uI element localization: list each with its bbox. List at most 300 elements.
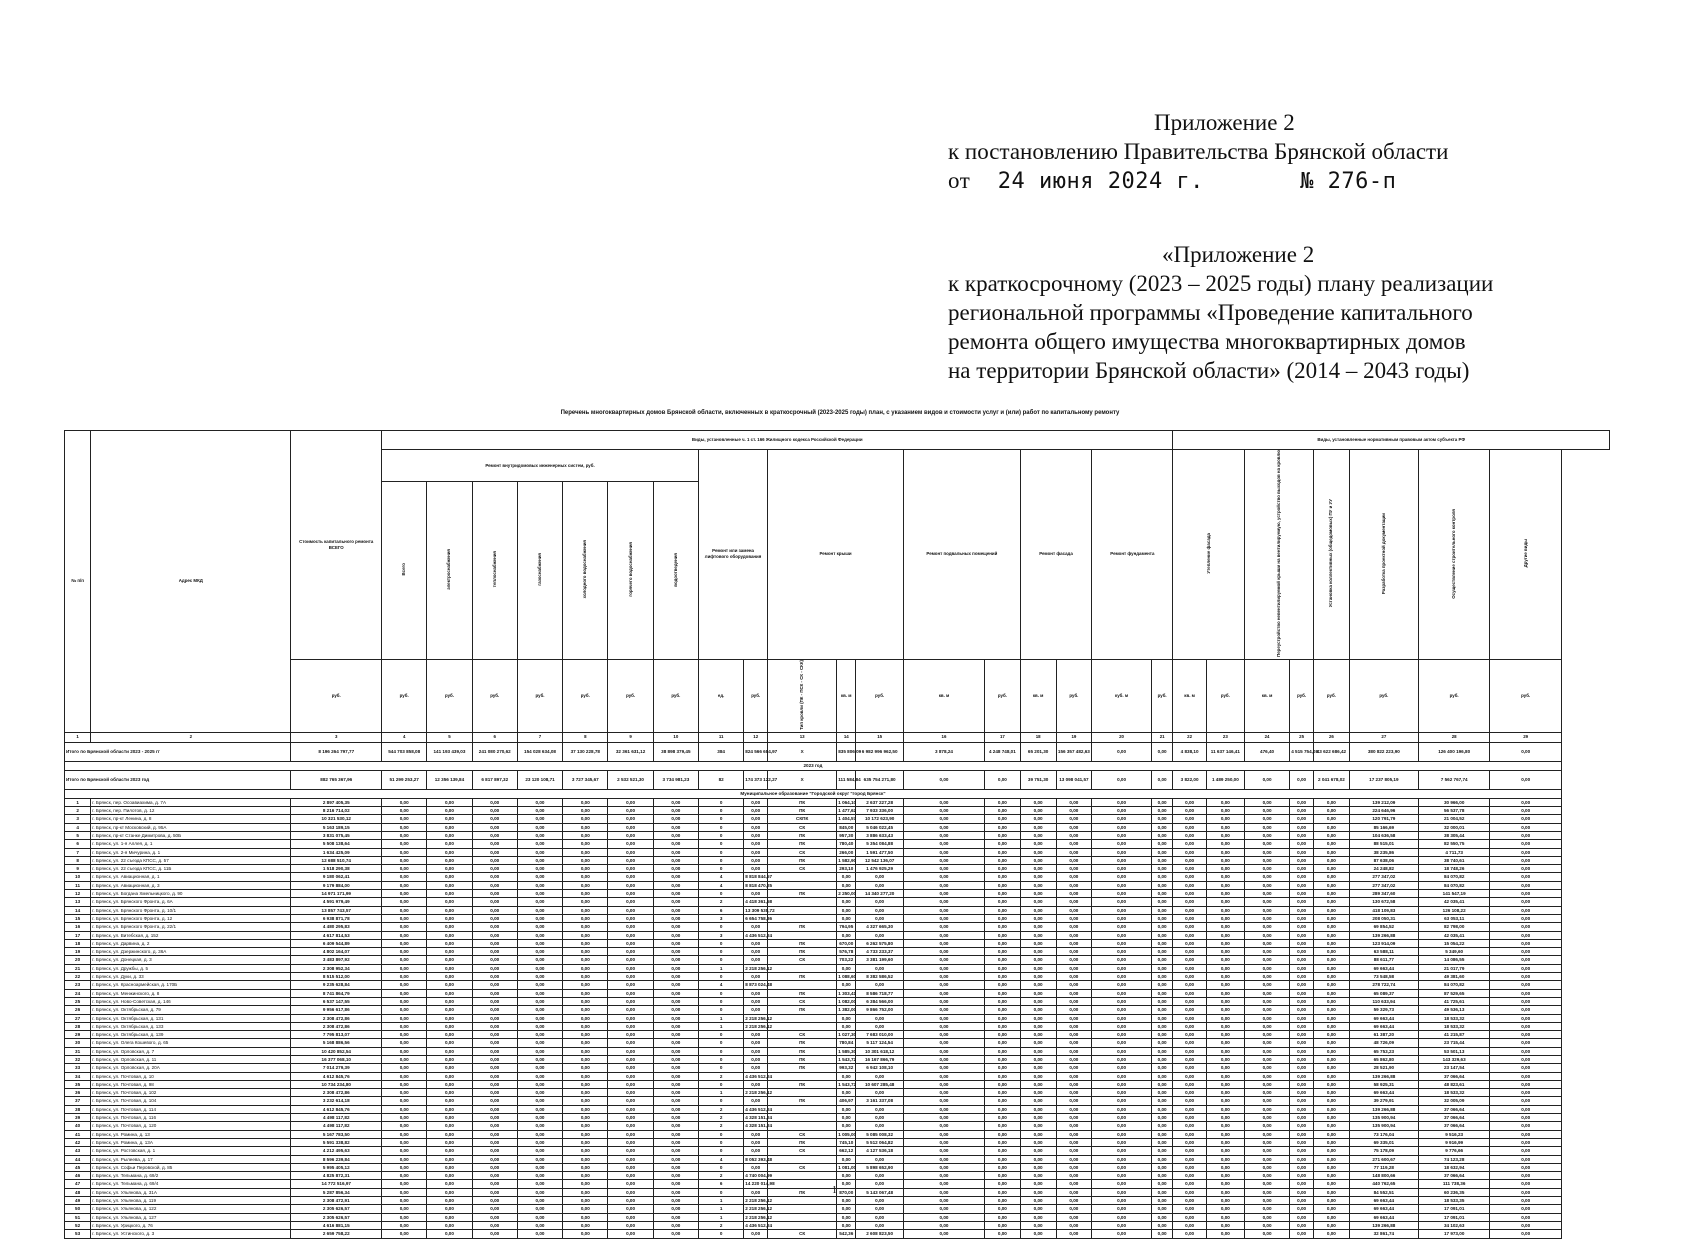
row-engineering-cost: 0,00: [517, 1055, 562, 1063]
row-engineering-cost: 0,00: [517, 1130, 562, 1138]
total-value: 635 754 271,80: [856, 770, 904, 789]
row-engineering-cost: 0,00: [608, 898, 653, 906]
row-engineering-cost: 0,00: [608, 865, 653, 873]
row-zero-value: 0,00: [1244, 1180, 1289, 1188]
row-engineering-cost: 0,00: [653, 1089, 698, 1097]
row-supervision: 37 066,64: [1418, 1114, 1490, 1122]
total-value: 824 566 684,97: [744, 742, 768, 761]
row-engineering-cost: 0,00: [608, 964, 653, 972]
row-number: 36: [65, 1089, 91, 1097]
row-zero-value: 0,00: [1290, 923, 1314, 931]
row-number: 42: [65, 1138, 91, 1146]
row-elevator-cost: 0,00: [744, 815, 768, 823]
row-engineering-cost: 0,00: [517, 989, 562, 997]
row-roof-type: [768, 1205, 837, 1213]
row-elevator-cost: 0,00: [744, 807, 768, 815]
row-zero-value: 0,00: [985, 1130, 1021, 1138]
row-zero-value: 0,00: [1092, 1188, 1152, 1196]
row-engineering-cost: 0,00: [653, 890, 698, 898]
facade-cost-unit: руб.: [1056, 659, 1092, 732]
row-elevator-count: 0: [699, 1064, 744, 1072]
row-roof-area: 1 027,30: [838, 1032, 857, 1038]
row-engineering-cost: 0,00: [517, 1122, 562, 1130]
row-roof-cost: 5 354 084,88: [856, 840, 904, 848]
row-engineering-cost: 0,00: [653, 831, 698, 839]
column-number: 23: [1206, 732, 1244, 742]
row-supervision: 9 776,66: [1418, 1147, 1490, 1155]
row-engineering-cost: 0,00: [563, 1205, 608, 1213]
row-zero-value: 0,00: [1056, 997, 1092, 1005]
row-zero-value: 0,00: [1092, 914, 1152, 922]
row-design-docs: 208 050,31: [1349, 914, 1418, 922]
row-elevator-cost: 0,00: [744, 1147, 768, 1155]
row-roof-type: ПК: [768, 1188, 837, 1196]
table-header: [65, 431, 1610, 743]
table-row: [65, 1031, 1610, 1039]
row-engineering-cost: 0,00: [427, 865, 472, 873]
row-supervision: 42 035,41: [1418, 898, 1490, 906]
row-number: 27: [65, 1014, 91, 1022]
row-zero-value: 0,00: [1290, 1163, 1314, 1171]
row-zero-value: 0,00: [1244, 1097, 1289, 1105]
col-num-header: № п/п: [65, 431, 91, 733]
row-roof-type: ПК: [768, 1097, 837, 1105]
column-number: 10: [653, 732, 698, 742]
row-zero-value: 0,00: [1151, 1147, 1173, 1155]
row-roof-type: СКПК: [768, 815, 837, 823]
row-zero-value: 0,00: [1020, 1114, 1056, 1122]
row-roof-type: [768, 1105, 837, 1113]
row-address: г. Брянск, ул. Ново-Советская, д. 146: [91, 997, 291, 1005]
row-design-docs: 88 611,77: [1349, 956, 1418, 964]
row-engineering-cost: 0,00: [472, 981, 517, 989]
row-zero-value: 0,00: [903, 881, 984, 889]
row-total-cost: 12 688 510,74: [291, 856, 382, 864]
row-zero-value: 0,00: [1092, 1221, 1152, 1229]
row-zero-value: 0,00: [1151, 997, 1173, 1005]
row-zero-value: 0,00: [1206, 1089, 1244, 1097]
row-zero-value: 0,00: [1244, 1230, 1289, 1238]
row-elevator-cost: 6 654 758,36: [745, 915, 773, 921]
other-unit: руб.: [1490, 659, 1562, 732]
row-engineering-cost: 0,00: [608, 1180, 653, 1188]
row-zero-value: 0,00: [1314, 973, 1350, 981]
row-zero-value: 0,00: [903, 1047, 984, 1055]
row-engineering-cost: 0,00: [382, 1097, 427, 1105]
row-engineering-cost: 0,00: [472, 1064, 517, 1072]
row-zero-value: 0,00: [1206, 1147, 1244, 1155]
row-roof-type: ПК: [768, 948, 837, 956]
row-zero-value: 0,00: [1056, 1213, 1092, 1221]
row-total-cost: 9 180 062,41: [291, 873, 382, 881]
column-number: 21: [1151, 732, 1173, 742]
row-engineering-cost: 0,00: [382, 1031, 427, 1039]
row-zero-value: 0,00: [1244, 1197, 1289, 1205]
row-zero-value: 0,00: [1151, 1014, 1173, 1022]
row-number: 7: [65, 848, 91, 856]
row-total-cost: 3 232 614,18: [291, 1097, 382, 1105]
row-total-cost: 2 305 626,57: [291, 1205, 382, 1213]
row-engineering-cost: 0,00: [427, 973, 472, 981]
row-other: 0,00: [1490, 956, 1562, 964]
row-roof-area: 0,00: [837, 1022, 856, 1030]
row-zero-value: 0,00: [1290, 1080, 1314, 1088]
row-engineering-cost: 0,00: [382, 1039, 427, 1047]
row-roof-cost: 5 085 008,32: [856, 1130, 904, 1138]
row-other: 0,00: [1490, 1205, 1562, 1213]
table-row: [65, 823, 1610, 831]
row-zero-value: 0,00: [1151, 840, 1173, 848]
row-roof-cost: 0,00: [856, 931, 904, 939]
row-number: 33: [65, 1064, 91, 1072]
row-roof-type: [768, 1155, 837, 1163]
row-engineering-cost: 0,00: [563, 831, 608, 839]
row-engineering-cost: 0,00: [382, 881, 427, 889]
row-zero-value: 0,00: [1151, 865, 1173, 873]
row-zero-value: 0,00: [1314, 1197, 1350, 1205]
row-zero-value: 0,00: [1206, 1197, 1244, 1205]
row-number: 23: [65, 981, 91, 989]
row-total-cost: 3 483 897,92: [291, 956, 382, 964]
row-engineering-cost: 0,00: [563, 1080, 608, 1088]
row-number: 51: [65, 1213, 91, 1221]
row-supervision: 9 916,99: [1418, 1138, 1490, 1146]
row-zero-value: 0,00: [1173, 981, 1206, 989]
total-value: 39 751,30: [1020, 770, 1056, 789]
table-row: [65, 1006, 1610, 1014]
row-zero-value: 0,00: [1020, 989, 1056, 997]
table-row: [65, 898, 1610, 906]
row-roof-area: 0,00: [837, 1105, 856, 1113]
row-zero-value: 0,00: [1092, 1097, 1152, 1105]
row-zero-value: 0,00: [903, 865, 984, 873]
column-number: 13: [768, 732, 837, 742]
row-engineering-cost: 0,00: [517, 856, 562, 864]
table-row: [65, 890, 1610, 898]
row-number: 15: [65, 914, 91, 922]
row-zero-value: 0,00: [985, 1155, 1021, 1163]
row-zero-value: 0,00: [1290, 898, 1314, 906]
row-roof-area: 0,00: [837, 1122, 856, 1130]
row-zero-value: 0,00: [1290, 1188, 1314, 1196]
row-elevator-count: 0: [699, 1055, 744, 1063]
row-zero-value: 0,00: [1151, 939, 1173, 947]
row-zero-value: 0,00: [985, 1205, 1021, 1213]
row-elevator-cost: 8 818 470,25: [745, 882, 773, 888]
row-zero-value: 0,00: [985, 865, 1021, 873]
row-design-docs: 135 900,94: [1349, 1122, 1418, 1130]
row-roof-area: 993,32: [837, 1064, 856, 1072]
row-address: г. Брянск, ул. Устинского, д. 3: [91, 1230, 291, 1238]
row-number: 9: [65, 865, 91, 873]
row-roof-cost: 10 607 285,48: [856, 1080, 904, 1088]
row-elevator-cost: 4 436 512,24: [745, 1222, 773, 1228]
row-roof-type: ПК: [768, 831, 837, 839]
row-roof-area: 0,00: [837, 1089, 856, 1097]
supervision-unit: руб.: [1418, 659, 1490, 732]
row-zero-value: 0,00: [1020, 906, 1056, 914]
row-zero-value: 0,00: [1020, 956, 1056, 964]
row-roof-type: [768, 1122, 837, 1130]
row-zero-value: 0,00: [985, 1114, 1021, 1122]
row-elevator-count: 1: [699, 1205, 744, 1213]
row-roof-cost: 0,00: [856, 914, 904, 922]
row-design-docs: 139 266,88: [1349, 1221, 1418, 1229]
row-zero-value: 0,00: [1151, 1022, 1173, 1030]
row-engineering-cost: 0,00: [517, 1114, 562, 1122]
row-zero-value: 0,00: [903, 1155, 984, 1163]
row-engineering-cost: 0,00: [427, 1163, 472, 1171]
table-row: [65, 1064, 1610, 1072]
row-elevator-cost: 0,00: [744, 1006, 768, 1014]
row-zero-value: 0,00: [1056, 1022, 1092, 1030]
row-zero-value: 0,00: [1173, 1080, 1206, 1088]
total-value: 0,00: [1092, 742, 1152, 761]
row-zero-value: 0,00: [1244, 1055, 1289, 1063]
row-engineering-cost: 0,00: [382, 1213, 427, 1221]
row-engineering-cost: 0,00: [517, 1197, 562, 1205]
row-supervision: 126 108,22: [1418, 906, 1490, 914]
row-elevator-count: 0: [699, 831, 744, 839]
row-zero-value: 0,00: [985, 1163, 1021, 1171]
row-engineering-cost: 0,00: [382, 1122, 427, 1130]
row-zero-value: 0,00: [1290, 1130, 1314, 1138]
row-address: г. Брянск, ул. Брянского Фронта, д. 12: [91, 914, 291, 922]
row-elevator-count: 0: [699, 840, 744, 848]
redesign-header: [1244, 450, 1313, 660]
row-roof-type: ПК: [768, 1138, 837, 1146]
row-zero-value: 0,00: [1314, 923, 1350, 931]
row-roof-cost: 6 942 108,10: [856, 1064, 904, 1072]
row-address: г. Брянск, пр-кт Станке Димитрова, д. 50Б: [91, 831, 291, 839]
row-engineering-cost: 0,00: [517, 1163, 562, 1171]
row-zero-value: 0,00: [1244, 1039, 1289, 1047]
row-engineering-cost: 0,00: [653, 1097, 698, 1105]
warming-header-text: Утепление фасада: [1205, 533, 1211, 574]
spacer: [948, 196, 1668, 240]
row-engineering-cost: 0,00: [382, 973, 427, 981]
row-engineering-cost: 0,00: [517, 1147, 562, 1155]
row-zero-value: 0,00: [985, 989, 1021, 997]
redesign-area-unit: кв. м: [1244, 659, 1289, 732]
row-zero-value: 0,00: [1056, 1163, 1092, 1171]
row-engineering-cost: 0,00: [382, 823, 427, 831]
row-engineering-cost: 0,00: [382, 1230, 427, 1238]
row-roof-type: [768, 914, 837, 922]
row-zero-value: 0,00: [1020, 939, 1056, 947]
row-roof-area: 1 081,00: [838, 1164, 857, 1170]
table-row: [65, 1039, 1610, 1047]
row-zero-value: 0,00: [1173, 1213, 1206, 1221]
row-zero-value: 0,00: [1244, 997, 1289, 1005]
row-roof-cost: 0,00: [856, 1014, 904, 1022]
row-zero-value: 0,00: [1151, 906, 1173, 914]
row-address: г. Брянск, ул. Тельмана, д. 69/2: [91, 1172, 291, 1180]
row-zero-value: 0,00: [1151, 1188, 1173, 1196]
row-other: 0,00: [1490, 989, 1562, 997]
row-engineering-cost: 0,00: [382, 831, 427, 839]
row-zero-value: 0,00: [903, 981, 984, 989]
row-roof-area: 745,10: [837, 1138, 856, 1146]
total-value: 11 637 146,41: [1206, 742, 1244, 761]
row-elevator-count: 0: [699, 923, 744, 931]
row-zero-value: 0,00: [1290, 1047, 1314, 1055]
row-elevator-count: 0: [699, 1138, 744, 1146]
row-zero-value: 0,00: [1020, 1097, 1056, 1105]
row-zero-value: 0,00: [1206, 815, 1244, 823]
row-engineering-cost: 0,00: [382, 931, 427, 939]
row-zero-value: 0,00: [1092, 798, 1152, 806]
row-engineering-cost: 0,00: [472, 798, 517, 806]
row-supervision: 21 017,79: [1418, 964, 1490, 972]
row-zero-value: 0,00: [985, 1230, 1021, 1238]
row-zero-value: 0,00: [985, 997, 1021, 1005]
engineering-col-header: [427, 482, 472, 660]
row-address: г. Брянск, ул. 2-я Мичурина, д. 1: [91, 848, 291, 856]
row-supervision: 32 005,09: [1418, 1097, 1490, 1105]
row-zero-value: 0,00: [1244, 1105, 1289, 1113]
row-zero-value: 0,00: [1314, 931, 1350, 939]
row-elevator-count: 0: [699, 856, 744, 864]
row-zero-value: 0,00: [1020, 981, 1056, 989]
row-engineering-cost: 0,00: [427, 1147, 472, 1155]
row-zero-value: 0,00: [985, 898, 1021, 906]
table-row: [65, 1055, 1610, 1063]
column-number: 14: [837, 732, 856, 742]
row-engineering-cost: 0,00: [427, 798, 472, 806]
row-engineering-cost: 0,00: [563, 964, 608, 972]
row-zero-value: 0,00: [985, 1064, 1021, 1072]
row-zero-value: 0,00: [1151, 1138, 1173, 1146]
row-roof-cost: 0,00: [856, 1089, 904, 1097]
row-roof-type: ПК: [768, 1047, 837, 1055]
row-engineering-cost: 0,00: [517, 1188, 562, 1196]
row-engineering-cost: 0,00: [563, 873, 608, 881]
row-engineering-cost: 0,00: [563, 948, 608, 956]
row-elevator-count: 0: [699, 1230, 744, 1238]
row-roof-type: [768, 898, 837, 906]
row-zero-value: 0,00: [1092, 1014, 1152, 1022]
total-value: 4 515 754,08: [1290, 742, 1314, 761]
row-zero-value: 0,00: [1173, 1097, 1206, 1105]
resolution-date: 24 июня 2024 г.: [997, 169, 1204, 194]
table-row: [65, 981, 1610, 989]
row-zero-value: 0,00: [1092, 1089, 1152, 1097]
row-zero-value: 0,00: [1290, 856, 1314, 864]
row-engineering-cost: 0,00: [608, 840, 653, 848]
row-zero-value: 0,00: [1056, 1031, 1092, 1039]
row-zero-value: 0,00: [1314, 939, 1350, 947]
row-address: г. Брянск, пер. Пилотов, д. 12: [91, 807, 291, 815]
row-elevator-cost: 4 328 151,24: [745, 1115, 773, 1121]
row-number: 35: [65, 1080, 91, 1088]
row-zero-value: 0,00: [1092, 956, 1152, 964]
row-zero-value: 0,00: [1173, 1197, 1206, 1205]
row-zero-value: 0,00: [985, 1031, 1021, 1039]
row-zero-value: 0,00: [1173, 923, 1206, 931]
row-engineering-cost: 0,00: [472, 890, 517, 898]
row-zero-value: 0,00: [1173, 890, 1206, 898]
row-zero-value: 0,00: [1206, 906, 1244, 914]
row-zero-value: 0,00: [1244, 856, 1289, 864]
table-body: [65, 742, 1610, 1238]
row-engineering-cost: 0,00: [517, 973, 562, 981]
row-zero-value: 0,00: [1206, 1213, 1244, 1221]
row-elevator-cost: 0,00: [744, 1230, 768, 1238]
row-elevator-cost: 0,00: [744, 831, 768, 839]
row-roof-area: 293,10: [837, 865, 856, 873]
row-supervision: 14 086,55: [1418, 956, 1490, 964]
row-roof-cost: 7 683 010,00: [856, 1031, 904, 1039]
row-roof-cost: 16 167 866,79: [856, 1055, 904, 1063]
col-address-header: Адрес МКД: [91, 431, 291, 733]
row-zero-value: 0,00: [1290, 1072, 1314, 1080]
row-total-cost: 4 498 117,82: [291, 1114, 382, 1122]
row-engineering-cost: 0,00: [563, 914, 608, 922]
row-engineering-cost: 0,00: [517, 1047, 562, 1055]
row-engineering-cost: 0,00: [653, 865, 698, 873]
row-engineering-cost: 0,00: [608, 856, 653, 864]
row-elevator-cost: 13 309 538,72: [745, 907, 775, 913]
row-zero-value: 0,00: [1020, 898, 1056, 906]
row-zero-value: 0,00: [1151, 1172, 1173, 1180]
row-zero-value: 0,00: [1092, 807, 1152, 815]
row-zero-value: 0,00: [1314, 798, 1350, 806]
col-total-cost-header: Стоимость капитального ремонта ВСЕГО: [291, 431, 382, 660]
row-zero-value: 0,00: [1314, 890, 1350, 898]
row-engineering-cost: 0,00: [427, 1089, 472, 1097]
row-zero-value: 0,00: [1020, 1205, 1056, 1213]
row-elevator-cost: 0,00: [744, 956, 768, 964]
row-zero-value: 0,00: [1151, 823, 1173, 831]
total-value: 32 361 631,12: [608, 742, 653, 761]
row-address: г. Брянск, ул. Ромина, д. 13: [91, 1130, 291, 1138]
row-zero-value: 0,00: [1173, 906, 1206, 914]
row-engineering-cost: 0,00: [563, 856, 608, 864]
row-zero-value: 0,00: [1206, 798, 1244, 806]
row-engineering-cost: 0,00: [382, 1080, 427, 1088]
row-elevator-count: 2: [699, 1114, 744, 1122]
row-address: г. Брянск, ул. Октябрьская, д. 139: [91, 1031, 291, 1039]
row-elevator-count: 0: [699, 1097, 744, 1105]
row-zero-value: 0,00: [903, 948, 984, 956]
row-elevator-count: 0: [699, 890, 744, 898]
row-zero-value: 0,00: [1290, 831, 1314, 839]
column-number: 24: [1244, 732, 1289, 742]
row-address: г. Брянск, ул. Витебская, д. 152: [91, 931, 291, 939]
row-zero-value: 0,00: [1151, 1006, 1173, 1014]
row-zero-value: 0,00: [1173, 798, 1206, 806]
total-value: 2 532 521,30: [608, 770, 653, 789]
row-zero-value: 0,00: [1206, 1122, 1244, 1130]
row-roof-area: 0,00: [837, 1180, 856, 1188]
row-roof-area: 794,95: [837, 923, 856, 931]
row-engineering-cost: 0,00: [653, 1039, 698, 1047]
row-total-cost: 5 995 405,12: [291, 1163, 382, 1171]
row-design-docs: 59 329,73: [1349, 1006, 1418, 1014]
row-zero-value: 0,00: [1290, 1172, 1314, 1180]
row-zero-value: 0,00: [1173, 973, 1206, 981]
row-engineering-cost: 0,00: [563, 923, 608, 931]
row-zero-value: 0,00: [1206, 923, 1244, 931]
row-zero-value: 0,00: [1244, 1155, 1289, 1163]
row-roof-cost: 5 143 067,48: [856, 1188, 904, 1196]
row-elevator-count: 0: [699, 956, 744, 964]
row-roof-area: 0,00: [837, 1155, 856, 1163]
row-number: 5: [65, 831, 91, 839]
row-zero-value: 0,00: [1151, 1122, 1173, 1130]
row-roof-type: ПК: [768, 807, 837, 815]
